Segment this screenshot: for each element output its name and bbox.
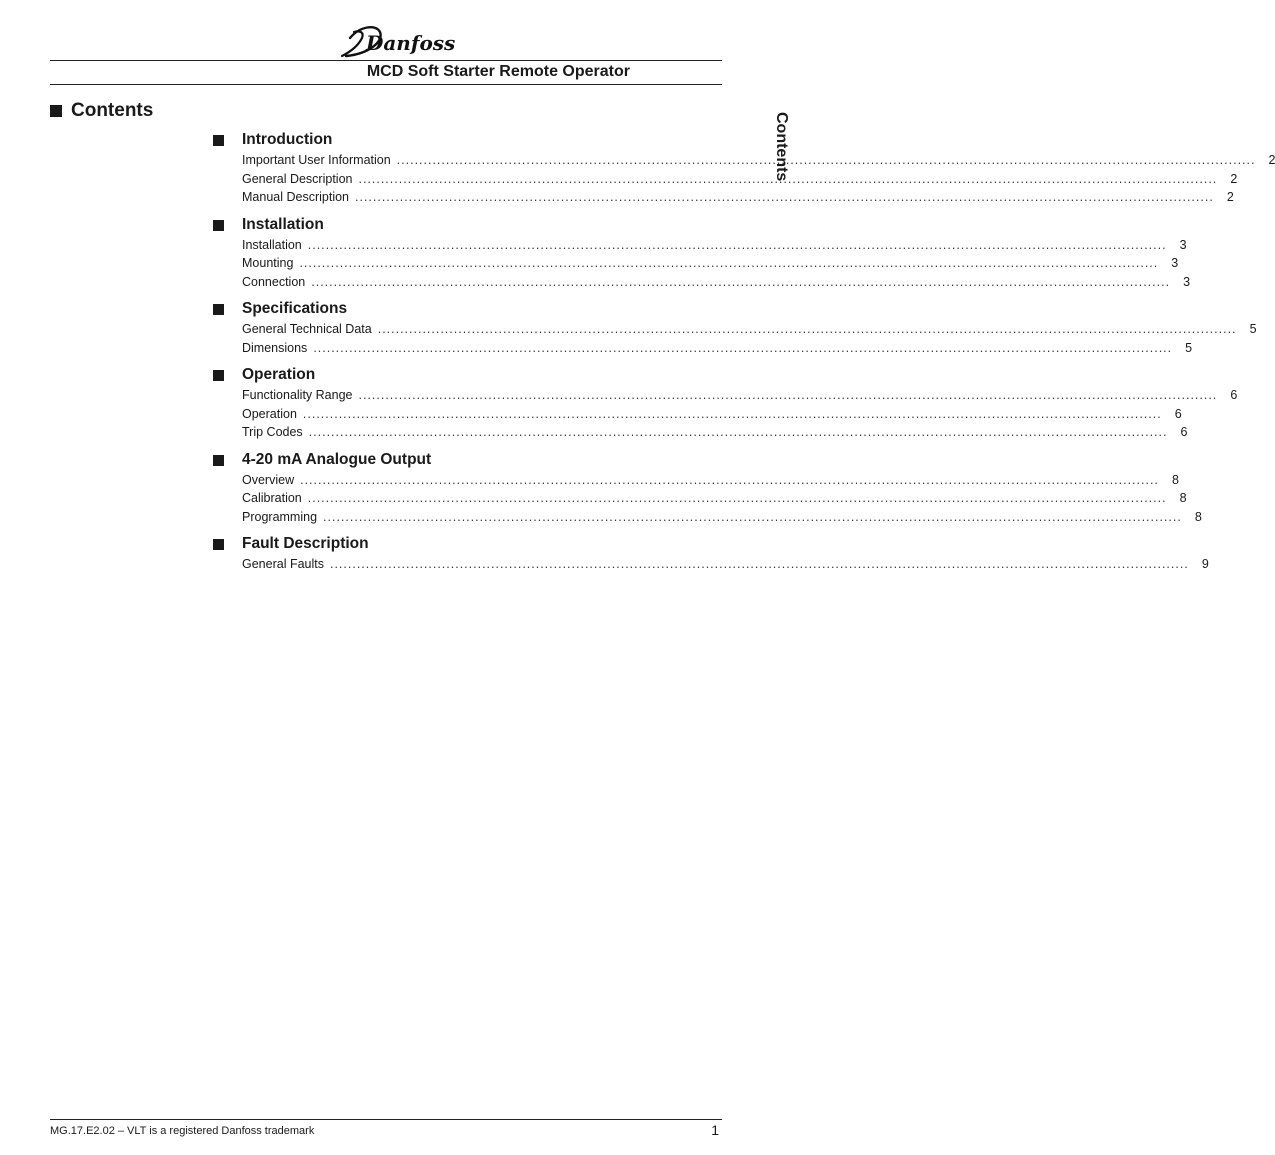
header-rule-bottom — [50, 84, 722, 85]
toc-entry-page: 9 — [1201, 557, 1209, 571]
footer-text: MG.17.E2.02 – VLT is a registered Danfoss trademark — [50, 1125, 315, 1137]
toc-entry[interactable] — [242, 423, 1188, 442]
toc-entry-title: Operation — [242, 406, 297, 421]
toc-entry[interactable] — [242, 555, 1209, 574]
dot-leader — [323, 508, 1182, 527]
toc-entry-page: 5 — [1185, 340, 1193, 355]
toc-section — [213, 534, 1209, 574]
dot-leader — [330, 555, 1189, 574]
square-bullet-icon — [213, 135, 224, 146]
dot-leader — [309, 423, 1168, 442]
toc-entry[interactable] — [242, 508, 1202, 527]
page-number: 1 — [711, 1122, 719, 1138]
toc-section-title: Installation — [242, 215, 324, 233]
square-bullet-icon — [213, 455, 224, 466]
toc-entry-title: General Description — [242, 171, 353, 186]
page-heading — [50, 100, 153, 122]
toc-entry[interactable] — [242, 170, 1238, 189]
toc-entry-page: 2 — [1268, 153, 1275, 167]
toc-entry-title: Trip Codes — [242, 425, 303, 439]
dot-leader — [308, 236, 1167, 255]
toc-entry-page: 5 — [1249, 322, 1257, 336]
toc-section — [213, 365, 1238, 442]
dot-leader — [299, 254, 1158, 273]
dot-leader — [300, 471, 1159, 490]
toc-entry-title: General Technical Data — [242, 322, 372, 336]
toc-section — [213, 450, 1202, 527]
toc-entry-page: 6 — [1230, 388, 1238, 402]
toc-entry[interactable] — [242, 236, 1187, 255]
square-bullet-icon — [213, 304, 224, 315]
toc-entry[interactable] — [242, 405, 1182, 424]
toc-section — [213, 215, 1191, 292]
toc-entry-title: Overview — [242, 472, 295, 487]
dot-leader — [311, 273, 1170, 292]
square-bullet-icon — [213, 370, 224, 381]
toc-entry-title: Calibration — [242, 491, 302, 505]
toc-entry[interactable] — [242, 254, 1179, 273]
toc-section-heading[interactable] — [213, 215, 721, 235]
toc-entry-title: Programming — [242, 509, 318, 524]
toc-entry[interactable] — [242, 471, 1179, 490]
toc-section-title: Introduction — [242, 131, 333, 148]
dot-leader — [378, 320, 1237, 339]
page-heading-label: Contents — [71, 100, 154, 121]
toc-entry-page: 3 — [1183, 274, 1191, 289]
toc-entry[interactable] — [242, 273, 1191, 292]
square-bullet-icon — [50, 105, 62, 117]
toc-entry-title: Manual Description — [242, 190, 349, 204]
toc-entry-page: 6 — [1174, 406, 1182, 421]
toc-entry[interactable] — [242, 151, 1275, 170]
square-bullet-icon — [213, 220, 224, 231]
toc-section-title: Fault Description — [242, 535, 369, 552]
side-tab-label: Contents — [773, 112, 790, 182]
logo-wordmark: Danfoss — [366, 31, 456, 55]
square-bullet-icon — [213, 539, 224, 550]
toc-section — [213, 299, 1257, 357]
toc-entry-title: Functionality Range — [242, 388, 353, 402]
toc-section-title: 4-20 mA Analogue Output — [242, 450, 432, 468]
toc-entry-title: Dimensions — [242, 340, 308, 355]
toc-entry-title: Mounting — [242, 256, 294, 270]
toc-section-heading[interactable] — [213, 130, 721, 150]
toc-entry-title: Connection — [242, 274, 306, 289]
footer-rule — [50, 1119, 722, 1120]
dot-leader — [308, 489, 1167, 508]
toc-entry-page: 8 — [1171, 472, 1179, 487]
toc-entry[interactable] — [242, 339, 1193, 358]
toc-section-title: Operation — [242, 366, 316, 383]
toc-entry-page: 2 — [1230, 171, 1238, 186]
toc-section-heading[interactable] — [213, 534, 721, 554]
toc-entry[interactable] — [242, 320, 1257, 339]
toc-entry[interactable] — [242, 386, 1238, 405]
toc-section-heading[interactable] — [213, 365, 721, 385]
toc-entry-page: 3 — [1179, 237, 1187, 252]
header-rule-top — [50, 60, 722, 61]
toc-entry-title: Installation — [242, 237, 302, 252]
toc-entry-page: 6 — [1180, 425, 1188, 439]
toc-entry-page: 2 — [1226, 190, 1234, 204]
toc-entry-title: General Faults — [242, 557, 324, 571]
dot-leader — [358, 170, 1217, 189]
danfoss-logo — [336, 16, 456, 62]
toc-section-title: Specifications — [242, 300, 348, 317]
toc-entry[interactable] — [242, 489, 1187, 508]
toc-section-heading[interactable] — [213, 299, 721, 319]
document-title: MCD Soft Starter Remote Operator — [366, 63, 630, 80]
dot-leader — [303, 405, 1162, 424]
dot-leader — [313, 339, 1172, 358]
toc-entry-page: 8 — [1179, 491, 1187, 505]
toc-entry-title: Important User Information — [242, 153, 391, 167]
toc-entry-page: 8 — [1194, 509, 1202, 524]
dot-leader — [397, 151, 1256, 170]
dot-leader — [358, 386, 1217, 405]
toc-entry[interactable] — [242, 188, 1234, 207]
toc-section-heading[interactable] — [213, 450, 721, 470]
dot-leader — [355, 188, 1214, 207]
toc-entry-page: 3 — [1171, 256, 1179, 270]
